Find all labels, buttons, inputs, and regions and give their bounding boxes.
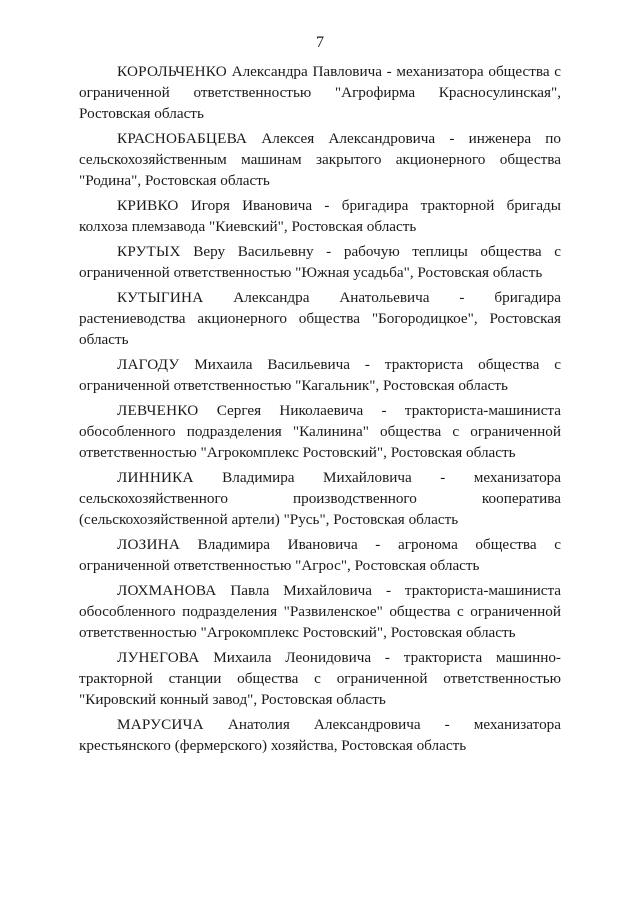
list-item bbox=[79, 467, 561, 530]
person-surname: МАРУСИЧА bbox=[117, 716, 204, 733]
person-details: Сергея Николаевича - тракториста-машиниста обособленного подразделения "Калинина" общества с ограниченной ответственностью "Агрокомплекс Ростовский", Ростовская область bbox=[79, 402, 561, 461]
person-surname: ЛЕВЧЕНКО bbox=[117, 402, 199, 419]
person-details: Павла Михайловича - тракториста-машиниста обособленного подразделения "Развиленское" общества с ограниченной ответственностью "Агрокомплекс Ростовский", Ростовская область bbox=[79, 582, 562, 641]
person-details: Игоря Ивановича - бригадира тракторной бригады колхоза племзавода "Киевский", Ростовская область bbox=[79, 197, 561, 235]
list-item bbox=[79, 287, 561, 350]
list-item bbox=[79, 241, 561, 283]
person-surname: КУТЫГИНА bbox=[117, 289, 204, 306]
person-surname: ЛАГОДУ bbox=[117, 356, 180, 373]
person-details: Михаила Леонидовича - тракториста машинно-тракторной станции общества с ограниченной ответственностью "Кировский конный завод", Ростовская область bbox=[79, 649, 561, 708]
person-surname: ЛУНЕГОВА bbox=[117, 649, 200, 666]
person-details: Александра Анатольевича - бригадира растениеводства акционерного общества "Богородицкое", Ростовская область bbox=[79, 289, 562, 348]
person-details: Веру Васильевну - рабочую теплицы общества с ограниченной ответственностью "Южная усадьба", Ростовская область bbox=[79, 243, 561, 281]
person-details: Алексея Александровича - инженера по сельскохозяйственным машинам закрытого акционерного общества "Родина", Ростовская область bbox=[79, 130, 562, 189]
person-surname: ЛОХМАНОВА bbox=[117, 582, 217, 599]
person-details: Анатолия Александровича - механизатора крестьянского (фермерского) хозяйства, Ростовская область bbox=[79, 716, 562, 754]
list-item bbox=[79, 647, 561, 710]
person-details: Владимира Ивановича - агронома общества с ограниченной ответственностью "Агрос", Ростовская область bbox=[79, 536, 561, 574]
person-details: Владимира Михайловича - механизатора сельскохозяйственного производственного кооператива (сельскохозяйственной артели) "Русь", Ростовская область bbox=[79, 469, 562, 528]
list-item bbox=[79, 534, 561, 576]
list-item bbox=[79, 354, 561, 396]
person-surname: КОРОЛЬЧЕНКО bbox=[117, 63, 227, 80]
person-surname: ЛИННИКА bbox=[117, 469, 194, 486]
list-item bbox=[79, 61, 561, 124]
list-item bbox=[79, 580, 561, 643]
list-item bbox=[79, 128, 561, 191]
list-item bbox=[79, 195, 561, 237]
person-surname: КРИВКО bbox=[117, 197, 179, 214]
person-details: Александра Павловича - механизатора общества с ограниченной ответственностью "Агрофирма Красносулинская", Ростовская область bbox=[79, 63, 561, 122]
person-details: Михаила Васильевича - тракториста общества с ограниченной ответственностью "Кагальник", Ростовская область bbox=[79, 356, 562, 394]
person-surname: КРАСНОБАБЦЕВА bbox=[117, 130, 248, 147]
list-item bbox=[79, 714, 561, 756]
list-item bbox=[79, 400, 561, 463]
person-surname: КРУТЫХ bbox=[117, 243, 181, 260]
award-list bbox=[79, 61, 561, 760]
person-surname: ЛОЗИНА bbox=[117, 536, 180, 553]
page-number: 7 bbox=[316, 34, 324, 51]
